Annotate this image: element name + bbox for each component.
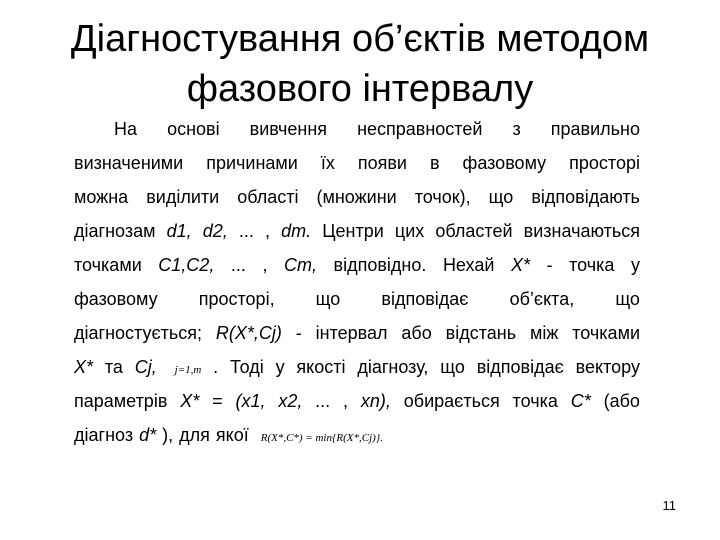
symbol: C1,C2, [158,255,215,275]
symbol: d2, [202,221,228,241]
word: основі [167,119,220,139]
word: відповідно. [333,255,427,275]
word: . [213,357,219,377]
min-distance-formula: R(X*,C*) = min{R(X*,Cj)}. [260,432,383,444]
word: точка [569,255,615,275]
symbol: (x1, [235,391,266,411]
symbol: d* [139,425,157,445]
symbol: X* [180,391,200,411]
word: , [264,221,270,241]
symbol: R(X*,Cj) [215,323,282,343]
text-line [74,180,640,214]
word: відстань [445,323,517,343]
symbol: x2, [278,391,303,411]
word: можна [74,187,129,207]
text-line [74,384,640,418]
word: що [440,357,465,377]
word: що [488,187,514,207]
word: що [615,289,640,309]
symbol: d1, [166,221,192,241]
word: Нехай [442,255,495,275]
word: визначеними [74,153,184,173]
word: для [179,425,210,445]
word: (або [603,391,640,411]
slide-title-line-2: фазового інтервалу [186,68,534,110]
word: та [104,357,123,377]
symbol: dm. [281,221,312,241]
word: об’єкта, [509,289,575,309]
word: між [529,323,559,343]
text-line [74,248,640,282]
word: несправностей [357,119,483,139]
word: у [275,357,285,377]
word: діагнозам [74,221,156,241]
word: обирається [403,391,500,411]
word: в [429,153,440,173]
slide-number: 11 [662,498,676,513]
word: якості [296,357,346,377]
word: Тоді [230,357,264,377]
word: просторі, [198,289,275,309]
word: ... [230,255,246,275]
word: ... [315,391,331,411]
word: просторі [569,153,640,173]
text-line [74,112,640,146]
word: діагноз [74,425,134,445]
symbol: Cj, [134,357,157,377]
word: фазовому [74,289,158,309]
text-line [74,282,640,316]
slide-title [20,14,700,114]
word: що [315,289,341,309]
word: - [295,323,302,343]
word: діагнозу, [357,357,429,377]
word: точка [512,391,558,411]
word: точок), [414,187,471,207]
word: інтервал [315,323,388,343]
word: у [630,255,640,275]
word: - [546,255,553,275]
text-line [74,214,640,248]
symbol: Cm, [284,255,317,275]
word: На [114,119,138,139]
word: параметрів [74,391,168,411]
word: точками [74,255,142,275]
word: ), [162,425,174,445]
word: появи [357,153,407,173]
text-line [74,350,640,384]
symbol: C* [570,391,591,411]
word: ... [238,221,254,241]
word: фазовому [462,153,547,173]
word: відповідає [381,289,469,309]
word: або [401,323,432,343]
word: областей [435,221,513,241]
word: області [237,187,299,207]
word: відповідає [476,357,564,377]
word: (множини [316,187,397,207]
text-line [74,418,640,452]
word: Центри [322,221,384,241]
word: виділити [146,187,220,207]
symbol: xn), [360,391,391,411]
word: точками [572,323,640,343]
word: з [512,119,521,139]
text-line [74,316,640,350]
body-paragraph [74,112,640,452]
word: причинами [206,153,298,173]
index-range: j=1,m [174,364,202,376]
word: , [262,255,268,275]
word: їх [320,153,335,173]
slide-title-line-1: Діагностування об’єктів методом [70,18,650,60]
word: якої [215,425,249,445]
word: правильно [550,119,640,139]
symbol: X* [74,357,94,377]
word: вивчення [249,119,328,139]
word: відповідають [531,187,640,207]
word: визначаються [523,221,640,241]
word: , [343,391,349,411]
word: вектору [575,357,640,377]
symbol: X* [510,255,530,275]
word: діагностується; [74,323,203,343]
word: цих [394,221,425,241]
text-line [74,146,640,180]
word: = [212,391,223,411]
